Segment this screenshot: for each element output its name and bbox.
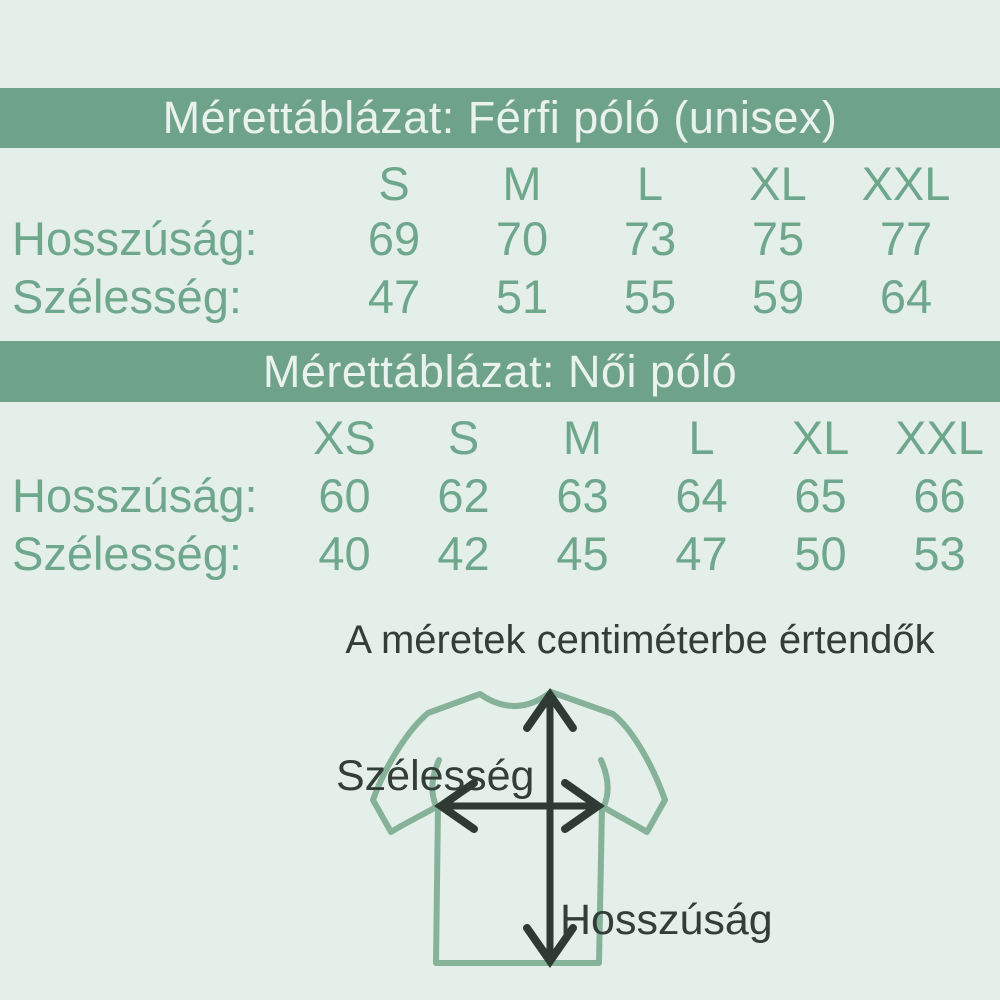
women-size-header-xs: XS <box>313 410 376 464</box>
women-length-value: 60 <box>318 468 371 522</box>
tshirt-right-armhole-seam <box>601 760 608 808</box>
women-width-value: 47 <box>675 526 728 580</box>
women-table-title: Mérettáblázat: Női póló <box>262 346 738 397</box>
women-table-title-band <box>0 341 1000 402</box>
men-length-value: 70 <box>495 212 549 265</box>
men-width-value: 64 <box>879 269 933 323</box>
corner-cell <box>0 408 285 466</box>
women-size-header-l: L <box>688 410 715 464</box>
men-size-header-s: S <box>378 156 410 210</box>
men-table-title-band <box>0 88 1000 148</box>
men-width-value: 59 <box>751 269 805 323</box>
men-width-value: 55 <box>623 269 677 323</box>
women-size-header-m: M <box>562 410 603 464</box>
corner-cell <box>0 156 330 210</box>
men-size-header-xl: XL <box>749 156 807 210</box>
men-width-value: 51 <box>495 269 549 323</box>
women-size-header-s: S <box>447 410 480 464</box>
women-width-row-label: Szélesség: <box>12 526 242 580</box>
men-table-title: Mérettáblázat: Férfi póló (unisex) <box>162 92 838 143</box>
women-width-value: 53 <box>913 526 966 580</box>
men-width-row-label: Szélesség: <box>12 269 242 323</box>
women-length-value: 62 <box>437 468 490 522</box>
women-length-value: 64 <box>675 468 728 522</box>
men-size-table <box>0 156 1000 325</box>
length-arrow-label: Hosszúság <box>560 896 773 944</box>
women-width-value: 50 <box>794 526 847 580</box>
men-length-value: 75 <box>751 212 805 265</box>
women-length-value: 66 <box>913 468 966 522</box>
men-length-value: 73 <box>623 212 677 265</box>
women-length-value: 65 <box>794 468 847 522</box>
women-width-value: 45 <box>556 526 609 580</box>
women-size-table <box>0 408 1000 582</box>
tshirt-measurement-diagram <box>290 665 810 1000</box>
women-width-value: 40 <box>318 526 371 580</box>
men-size-header-l: L <box>636 156 664 210</box>
width-arrow-label: Szélesség <box>336 752 535 800</box>
men-size-header-m: M <box>502 156 542 210</box>
men-length-value: 69 <box>367 212 421 265</box>
women-size-header-xl: XL <box>791 410 850 464</box>
men-size-header-xxl: XXL <box>861 156 951 210</box>
women-width-value: 42 <box>437 526 490 580</box>
units-note: A méretek centiméterbe értendők <box>345 618 935 662</box>
women-length-row-label: Hosszúság: <box>12 468 258 522</box>
men-width-value: 47 <box>367 269 421 323</box>
women-length-value: 63 <box>556 468 609 522</box>
women-size-header-xxl: XXL <box>895 410 984 464</box>
men-length-value: 77 <box>879 212 933 265</box>
men-length-row-label: Hosszúság: <box>12 212 258 265</box>
